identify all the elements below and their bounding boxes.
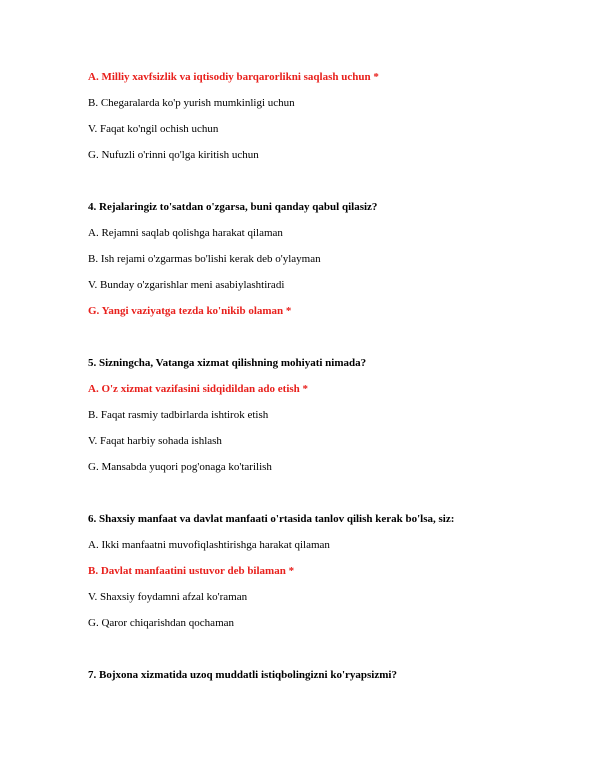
q4-option-v: V. Bunday o'zgarishlar meni asabiylashtiradi — [88, 279, 285, 291]
q3-option-a-correct: A. Milliy xavfsizlik va iqtisodiy barqarorlikni saqlash uchun * — [88, 71, 379, 83]
q6-option-g: G. Qaror chiqarishdan qochaman — [88, 617, 235, 629]
q3-option-v: V. Faqat ko'ngil ochish uchun — [88, 123, 219, 135]
q5-option-v: V. Faqat harbiy sohada ishlash — [88, 435, 222, 447]
q4-question: 4. Rejalaringiz to'satdan o'zgarsa, buni qanday qabul qilasiz? — [88, 201, 378, 213]
q4-option-b: B. Ish rejami o'zgarmas bo'lishi kerak deb o'ylayman — [88, 253, 321, 265]
q7-question: 7. Bojxona xizmatida uzoq muddatli istiqbolingizni ko'ryapsizmi? — [88, 669, 397, 681]
q3-option-b: B. Chegaralarda ko'p yurish mumkinligi uchun — [88, 97, 295, 109]
q4-option-g-correct: G. Yangi vaziyatga tezda ko'nikib olaman * — [88, 305, 292, 317]
q5-option-b: B. Faqat rasmiy tadbirlarda ishtirok etish — [88, 409, 269, 421]
q3-option-g: G. Nufuzli o'rinni qo'lga kiritish uchun — [88, 149, 259, 161]
q5-option-a-correct: A. O'z xizmat vazifasini sidqidildan ado etish * — [88, 383, 309, 395]
q4-option-a: A. Rejamni saqlab qolishga harakat qilaman — [88, 227, 283, 239]
q6-option-a: A. Ikki manfaatni muvofiqlashtirishga harakat qilaman — [88, 539, 330, 551]
q6-option-v: V. Shaxsiy foydamni afzal ko'raman — [88, 591, 248, 603]
q5-option-g: G. Mansabda yuqori pog'onaga ko'tarilish — [88, 461, 272, 473]
q6-option-b-correct: B. Davlat manfaatini ustuvor deb bilaman * — [88, 565, 295, 577]
q6-question: 6. Shaxsiy manfaat va davlat manfaati o'rtasida tanlov qilish kerak bo'lsa, siz: — [88, 513, 455, 525]
q5-question: 5. Sizningcha, Vatanga xizmat qilishning mohiyati nimada? — [88, 357, 367, 369]
